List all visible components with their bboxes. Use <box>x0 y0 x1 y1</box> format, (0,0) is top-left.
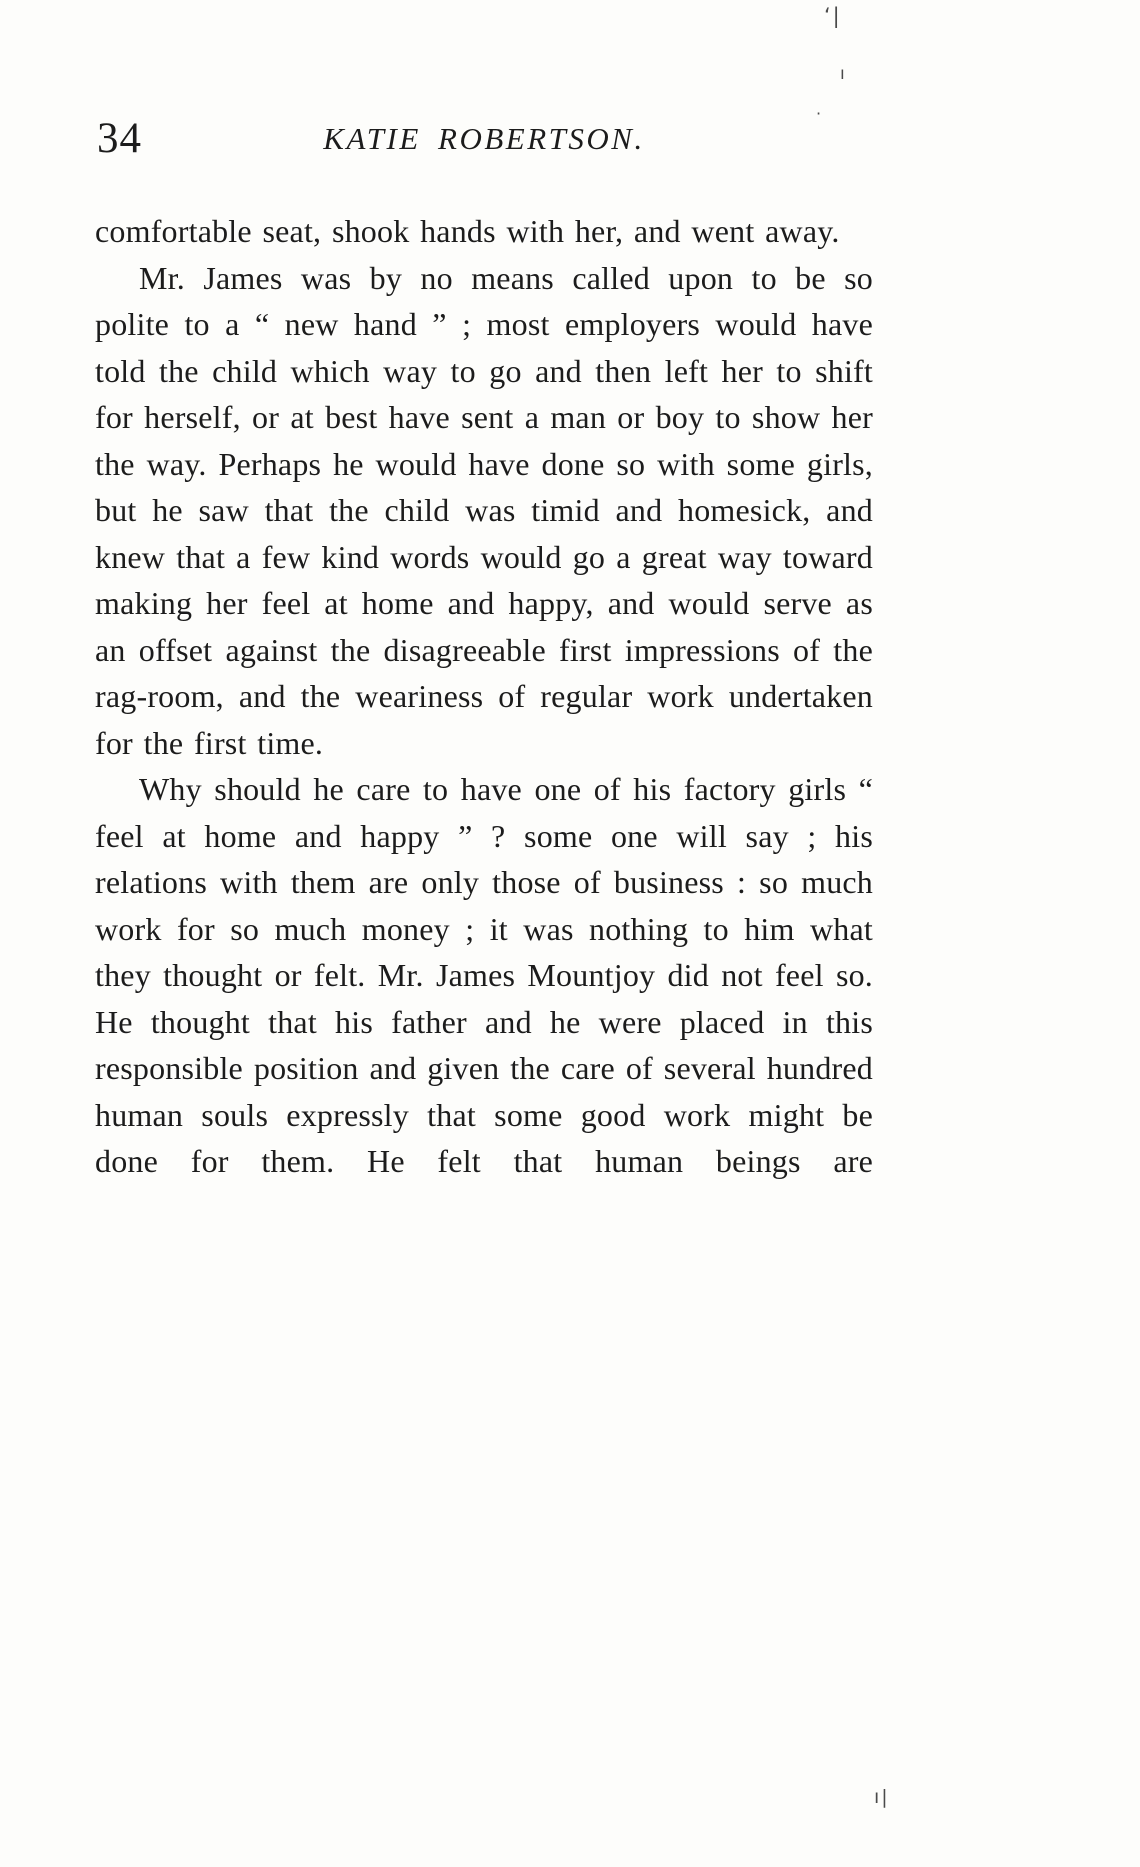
page-header <box>95 112 873 168</box>
scan-artifact-dot: · <box>816 104 822 123</box>
running-title: KATIE ROBERTSON. <box>323 121 645 156</box>
scan-artifact-top-right: ʻ| <box>824 4 842 28</box>
body-text <box>95 208 873 1185</box>
text-column <box>95 112 873 1185</box>
scan-artifact-bottom-right: ı| <box>874 1786 890 1808</box>
scan-artifact-upper-right: ı <box>840 64 845 84</box>
paragraph-continuation: comfortable seat, shook hands with her, and went away. <box>95 213 840 249</box>
paragraph-why-should-he-care: Why should he care to have one of his factory girls “ feel at home and happy ” ? some one will say ; his relations with them are only those of business : so much work for so much money ; it was nothing to him what they thought or felt. Mr. James Mountjoy did not feel so. He thought that his father and he were placed in this responsible position and given the care of several hundred human souls expressly that some good work might be done for them. He felt that human beings are <box>95 771 873 1179</box>
paragraph-mr-james: Mr. James was by no means called upon to be so polite to a “ new hand ” ; most employers would have told the child which way to go and then left her to shift for herself, or at best have sent a man or boy to show her the way. Perhaps he would have done so with some girls, but he saw that the child was timid and homesick, and knew that a few kind words would go a great way toward making her feel at home and happy, and would serve as an offset against the disagreeable first impressions of the rag-room, and the weariness of regular work undertaken for the first time. <box>95 259 873 761</box>
page-number: 34 <box>97 115 142 162</box>
